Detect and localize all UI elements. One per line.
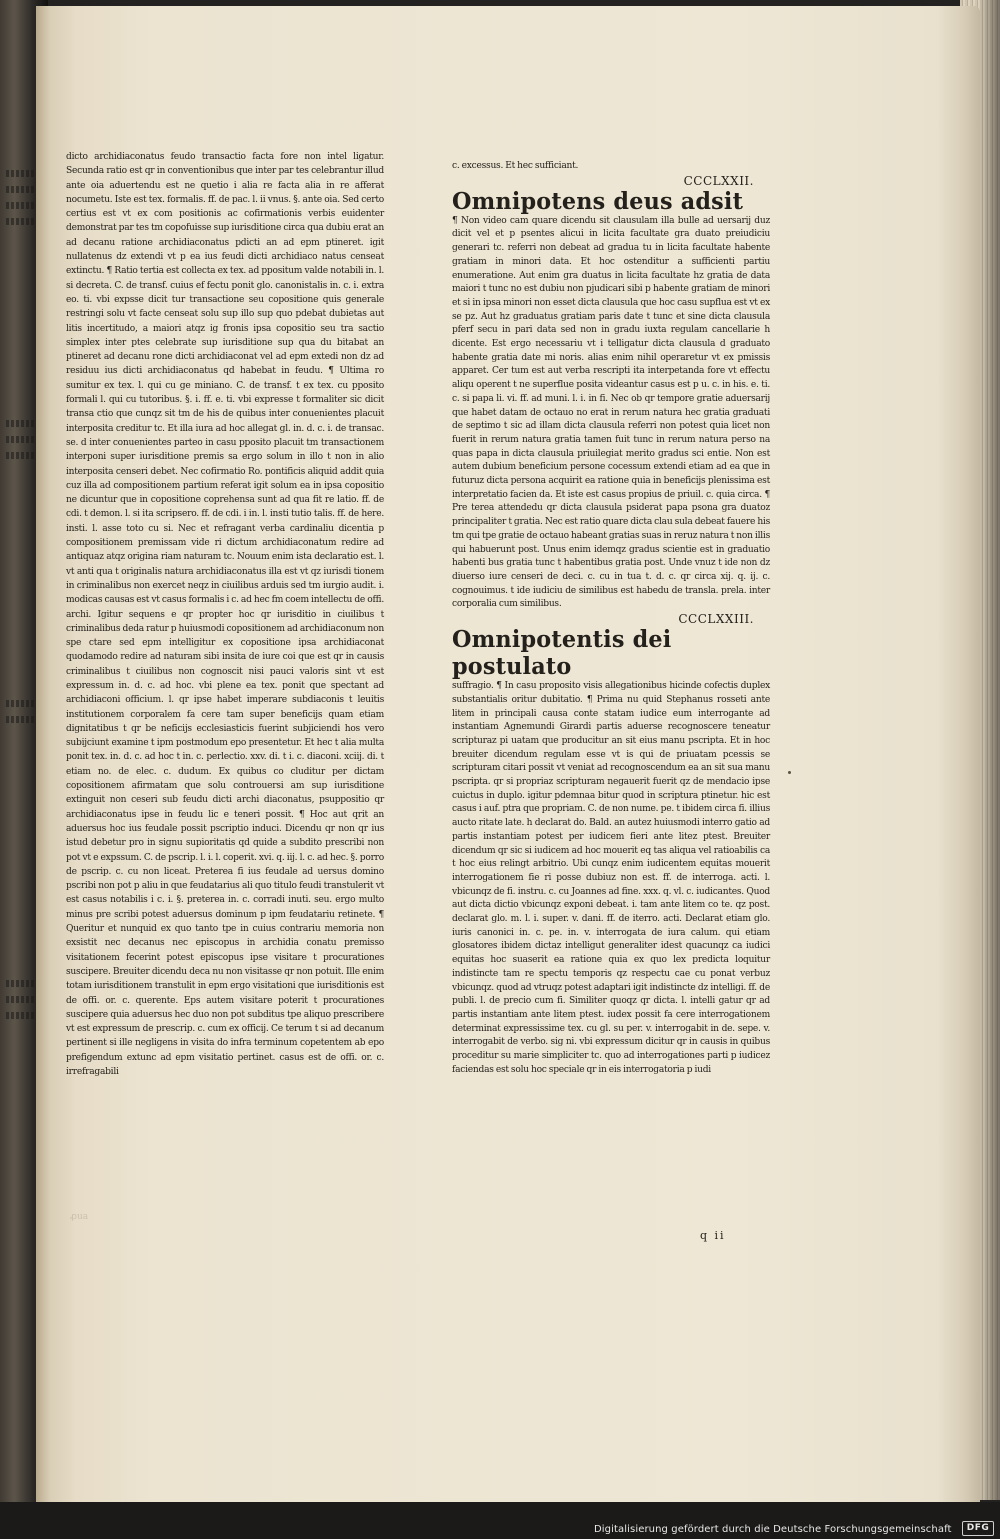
section-heading: Omnipotentis dei postulato: [452, 626, 672, 681]
left-text-column: [66, 150, 384, 1079]
section-numeral: CCCLXXII.: [683, 173, 754, 188]
section-ccclxxii: [452, 174, 770, 612]
section-text: suffragio. ¶ In casu proposito visis allegationibus hicinde cofectis duplex substantialis oritur dubitatio. ¶ Prima nu quid Stephanus rosseti ante litem in principali causa conte statam iudice eum interrogante ad instantiam Agnemundi Girardi partis aduerse recognoscere teneatur scripturaz pi uatam que producitur an sit eius manu pscripta. Et in hoc breuiter dicendum regulam esse vt is qui de priuatam pcessis se scripturam citari possit vt veniat ad recognoscendum ea an sit sua manu pscripta. qr si propriaz scripturam negauerit fuerit qz de mendacio ipse cuictus in duplo. igitur pdemnaa bitur quod in scriptura ptinetur. hic est casus i auf. ptra que propriam. C. de non nume. pe. t ibidem circa fi. illius aucto ritate late. h declarat do. Bald. an autez huiusmodi interro gatio ad partis instantiam potest per iudicem fieri ante litez ptest. Breuiter dicendum qr sic si iudicem ad hoc mouerit eq tas aliqua vel ratioabilis ca t hoc eius relingt arbitrio. Ubi cunqz enim iudicentem equitas mouerit interrogationem fie ri posse dubiuz non est. ff. de interroga. acti. l. vbicunqz de fi. instru. c. cu Joannes ad fine. xxx. q. vl. c. iudicantes. Quod aut dicta dictio vbicunqz exponi debeat. i. tam ante litem co te. qz post. declarat glo. m. l. i. super. v. dani. ff. de iterro. acti. Declarat etiam glo. iuris canonici in. c. pe. in. v. interrogata de iura calum. qui etiam glosatores ibidem dictaz intelligut generaliter idest quacunqz ca iudici equitas hoc suaserit ea ratione quia ex quo lex predicta loquitur indistincte tam re spectu temporis qz respectu cae cu ponat verbuz vbicunqz. quod ad vtruqz potest adaptari igit indistincte dz intelligi. ff. de publi. l. de precio cum fi. Similiter quoqz qr dicta. l. intelli gatur qr ad partis instantiam ante litem ptest. iudex possit fa cere interrogationem determinat expressissime tex. cu gl. su per. v. interrogabit in de. sepe. v. interrogabit de verbo. sig ni. vbi expressum dicitur qr in causis in quibus proceditur su marie simpliciter tc. quo ad interrogationes parti p iudicez faciendas est solu hoc speciale qr in eis interrogatoria p iudi: [452, 681, 770, 1075]
opening-line: c. excessus. Et hec sufficiant.: [452, 161, 579, 171]
signature-mark: q ii: [700, 1229, 726, 1242]
dfg-logo: DFG: [962, 1521, 994, 1536]
section-heading: Omnipotens deus adsit: [452, 187, 744, 215]
faded-marginal-mark: ꝓua: [70, 1212, 89, 1222]
section-ccclxxiii: [452, 612, 770, 1077]
section-numeral: CCCLXXIII.: [678, 612, 754, 627]
left-column-text: dicto archidiaconatus feudo transactio facta fore non intel ligatur. Secunda ratio est qr in conventionibus que inter par tes celebrantur illud ante oia aduertendu est ne quetio i alia re facta alia in re afferat nocumetu. Iste est tex. formalis. ff. de pac. l. ii vnus. §. ante oia. Sed certo certius est vt ex com positionis ac cofirmationis verbis euidenter demonstrat par tes tm copofuisse sup iurisditione circa qua dubiu erat an ad decanu ratione archidiaconatus pdicti an ad epm ptineret. igit nullatenus dz extendi vt p ea ius feudi dicti archidiaco natus censeat extinctu. ¶ Ratio tertia est collecta ex tex. ad ppositum valde notabili in. l. si decreta. C. de transf. cuius ef fectu ponit glo. canonistalis in. c. i. extra eo. ti. vbi expsse dicit tur transactione seu copositione quis generale restringi solu vt facte censeat solu sup illo sup quo pdebat dubietas aut litis incertitudo, a maiori atqz ig fronis ipsa copositio seu tra sactio simplex inter ptes celebrate sup iurisditione sup qua du bitabat an ptineret ad decanu rone dicti archidiaconat vel ad epm extedi non dz ad residuu ius dicti archidiaconatus qd habebat in feudu. ¶ Ultima ro sumitur ex tex. l. qui cu ge miniano. C. de transf. t ex tex. cu pposito formali l. qui cu tutoribus. §. i. ff. e. ti. vbi expresse t formaliter sic dicit transa ctio que cunqz sit tm de his de quibus inter conuenientes placuit interposita creditur tc. Et illa iura ad hoc allegat gl. in. d. c. i. de transac. se. d inter conuenientes parteo in casu pposito placuit tm transactionem interponi super iurisditione premis sa ergo solum in illo t non in alio interposita censeri debet. Nec cofirmatio Ro. pontificis aliquid addit quia cuz illa ad compositionem partium referat igit solum ea in ipsa copositio ne dicuntur que in copositione coprehensa sunt ad qua fit re latio. ff. de cdi. t demon. l. si ita scripsero. ff. de cdi. i in. l. insti tutio talis. ff. de here. insti. l. asse toto cu si. Nec et refragant verba cardinaliu dicentia p compositionem premissam vide ri dictum archidiaconatum redire ad antiquaz atqz origina riam naturam tc. Nouum enim ista declaratio est. l. vt anti qua t originalis natura archidiaconatus illa est vt qz iurisdi tionem in criminalibus non exercet neqz in ciuilibus arduis sed tm iurgio audit. i. modicas causas est vt casus formalis i c. ad hec fm coem intellectu de offi. archi. Igitur sequens e qr propter hoc qr iurisditio in ciuilibus t criminalibus deda ratur p huiusmodi copositionem ad archidiaconum non spe ctare sed epm intelligitur ex copositione ipsa archidiaconat quodamodo redire ad naturam sibi insita de iure coi que est qr in causis criminalibus t ciuilibus non cognoscit nisi pauci valoris sint vt est expressum in. d. c. ad hoc. vbi plene ea tex. ponit que spectant ad archidiaconi officium. l. qr ipse habet imperare subdiaconis t leuitis institutionem corporalem fa cere tam super beneficijs quam etiam dignitatibus t qr be neficijs ecclesiasticis fuerint subjiciendi hos vero subijciunt examine t ipm postmodum epo presentetur. Et hec t alia multa ponit tex. in. d. c. ad hoc t in. c. perlectio. xxv. di. t i. c. diaconi. xciij. di. t etiam no. de elec. c. dudum. Ex quibus co cluditur per dictam copositionem afirmatam que solu controuersi am sup iurisditione extinguit non ceseri sub feudu dicti archi diaconatus, psuppositio qr archidiaconatus ipse in feudu lic e teneri possit. ¶ Hoc aut qrit an aduersus hoc ius feudale possit pscriptio induci. Dicendu qr non qr ius istud debetur pro in signu supioritatis qd quide a subdito prescribi non pot vt e expssum. C. de pscrip. l. i. l. coperit. xvi. q. iij. l. c. ad hec. §. porro de pscrip. c. cu non liceat. Preterea fi ius feudale ad uersus domino pscribi non pot p aliu in que feudatarius ali quo titulo feudi transtulerit vt est casus notabilis i c. i. §. preterea in. c. corradi inuti. seu. ergo multo minus pre scribi potest aduersus dominum p ipm feudatariu retinete. ¶ Queritur et nunquid ex quo tanto tpe in cuius contrariu memoria non exsistit nec decanus nec episcopus in archidia conatu premisso visitationem fecerint potest episcopus ipse visitare t procurationes suscipere. Breuiter dicendu deca nu non visitasse qr non potuit. Ille enim totam iurisditionem transtulit in epm ergo visitationi que iurisditionis est de offi. or. c. querente. Eps autem visitare poterit t procurationes suscipere quia aduersus hec duo non pot subditus tpe aliquo prescribere vt est expressum de prescrip. c. cum ex officij. Ce terum t si ad decanum pertinent si ille negligens in visita do infra terminum copetentem ab epo prefigendum extunc ad epm visitatio pertinet. casus est de offi. or. c. irrefragabili: [66, 152, 384, 1077]
digitization-credit: Digitalisierung gefördert durch die Deutsche Forschungsgemeinschaft: [594, 1524, 952, 1535]
section-text: ¶ Non video cam quare dicendu sit clausulam illa bulle ad uersarij duz dicit vel et p psentes alicui in licita facultate gra duato preiudiciu generari tc. referri non debeat ad gradua tu in licita facultate habente gratiam in minori data. Et hoc ostenditur a sufficienti partiu enumeratione. Aut enim gra duatus in licita facultate hz gratia de data maiori t tunc no est dubiu non pjudicari sibi p habente gratiam de minori et si in ipsa minori non esset dicta clausula que hoc casu supflua est vt ex se pz. Aut hz graduatus gratiam paris date t tunc et sine dicta clausula pferf secu in pari data sed non in gradu iuxta regulam cancellarie h dicente. Est ergo necessariu vt i telligatur dicta clausula d graduato habente gratia date mi noris. alias enim nihil operaretur vt ex pmissis apparet. Cer tum est aut verba rescripti ita interpetanda fore vt effectu aliqu operent t ne superflue posita videantur casus est p u. c. in his. e. ti. c. si papa li. vi. ff. ad muni. l. i. in fi. Nec ob qr tempore gratie aduersarij que habet datam de octauo no erat in rerum natura hec gratia graduati de septimo t sic ad illam dicta clausula referri non potest quia licet non fuerit in rerum natura gratia tamen fuit tunc in rerum natura perso na quas papa in dicta clausula priuilegiat merito gradus sci entie. Non est autem dubium beneficium persone cocessum extendi etiam ad ea que in futuruz dicta persona acquirit ea ratione quia in beneficijs plenissima est interpretatio facien da. Et iste est casus propius de priuil. c. quia circa. ¶ Pre terea attendedu qr dicta clausula psiderat papa psona gra duatoz principaliter t gratia. Nec est ratio quare dicta clau sula debeat fauere his tm qui tpe gratie de octauo habeant gratias suas in reruz natura t non illis qui habuerunt post. Unus enim idemqz gradus scientie est in graduatio habenti bus gratia tunc t habentibus gratia post. Unde vnuz t ide non dz diuerso iure censeri de deci. c. cu in tua t. d. c. qr circa xij. q. ij. c. cognouimus. t ide iudiciu de similibus est habedu de transla. prela. inter corporalia cum similibus.: [452, 215, 770, 610]
right-text-column: [452, 160, 770, 1077]
